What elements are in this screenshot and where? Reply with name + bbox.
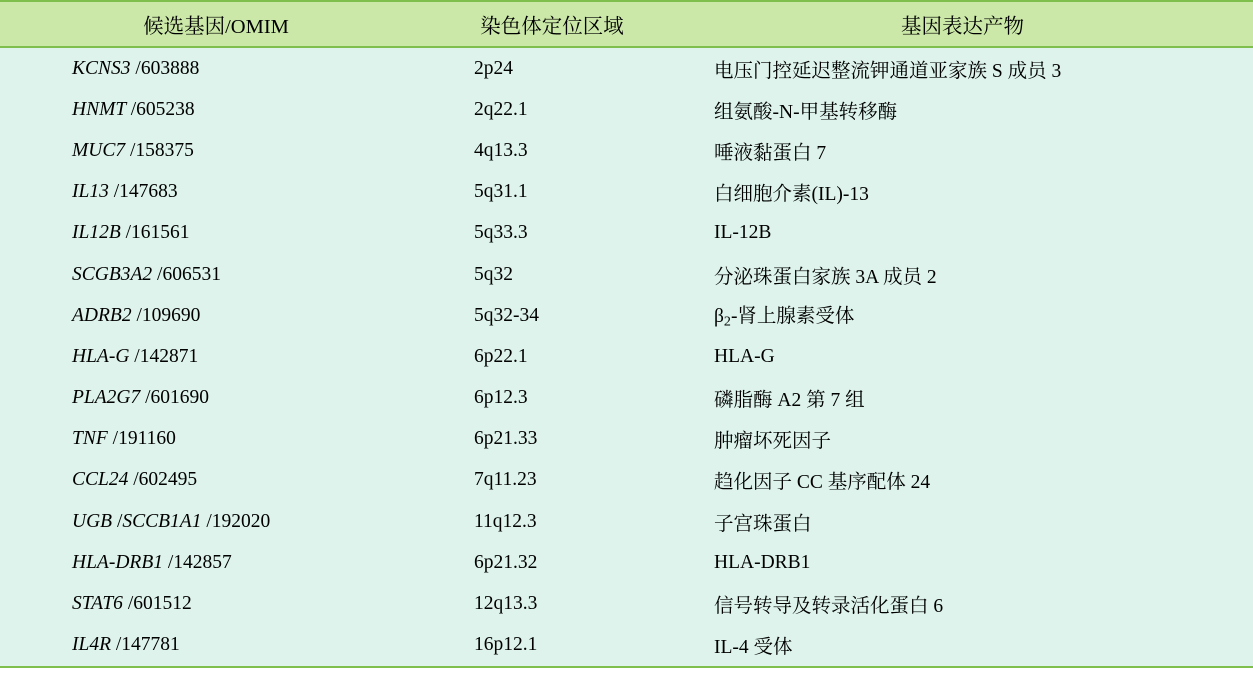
product-subscript: 2 <box>723 313 731 330</box>
gene-symbol: SCCB1A1 <box>122 510 207 532</box>
table-row <box>0 213 1253 254</box>
cell-chromosome-locus: 6p21.33 <box>474 428 538 450</box>
product-text: β <box>714 306 724 328</box>
cell-chromosome-locus: 11q12.3 <box>474 510 537 532</box>
table-row <box>0 89 1253 130</box>
cell-gene-omim <box>0 583 432 624</box>
gene-omim-separator: / <box>134 345 140 367</box>
omim-number: 147683 <box>119 181 178 203</box>
gene-symbol: TNF <box>72 428 113 450</box>
cell-gene-omim <box>0 378 432 419</box>
gene-omim-separator: / <box>113 181 120 203</box>
gene-omim-separator: / <box>115 634 122 656</box>
omim-number: 191160 <box>118 428 176 450</box>
gene-omim-separator: / <box>127 593 134 615</box>
cell-chromosome-locus: 5q32 <box>474 263 513 285</box>
table-row <box>0 172 1253 213</box>
omim-number: 147781 <box>121 634 180 656</box>
table-row <box>0 419 1253 460</box>
cell-gene-product: IL-12B <box>714 222 772 244</box>
table-row <box>0 625 1253 667</box>
gene-symbol: HLA-DRB1 <box>72 551 168 573</box>
cell-gene-omim <box>0 130 432 171</box>
cell-gene-product: HLA-DRB1 <box>714 551 811 573</box>
table-row <box>0 295 1253 336</box>
gene-omim-separator: / <box>145 387 151 409</box>
gene-omim-separator: / <box>157 263 163 285</box>
cell-gene-product: 白细胞介素(IL)-13 <box>714 184 869 206</box>
gene-omim-separator: / <box>125 222 132 244</box>
table-head <box>0 1 1253 47</box>
omim-number: 192020 <box>211 510 271 532</box>
cell-gene-product: HLA-G <box>714 345 775 367</box>
gene-omim-separator: / <box>112 428 119 450</box>
gene-omim-separator: / <box>135 57 141 79</box>
cell-chromosome-locus: 5q32-34 <box>474 304 539 326</box>
product-text: -肾上腺素受体 <box>730 306 855 328</box>
cell-chromosome-locus: 6p21.32 <box>474 551 538 573</box>
gene-symbol: SCGB3A2 <box>72 263 158 285</box>
cell-gene-omim <box>0 419 432 460</box>
cell-gene-product: 子宫珠蛋白 <box>714 513 812 535</box>
cell-chromosome-locus: 4q13.3 <box>474 139 528 161</box>
omim-number: 603888 <box>140 57 200 79</box>
omim-number: 161561 <box>131 222 190 244</box>
cell-gene-product <box>672 295 1253 336</box>
cell-chromosome-locus: 6p12.3 <box>474 387 528 409</box>
cell-gene-omim <box>0 213 432 254</box>
table-row <box>0 542 1253 583</box>
table-row <box>0 254 1253 295</box>
omim-number: 158375 <box>135 139 194 161</box>
gene-omim-separator: / <box>116 510 123 532</box>
cell-gene-product: 信号转导及转录活化蛋白 6 <box>714 596 944 618</box>
omim-number: 606531 <box>162 263 221 285</box>
omim-number: 601512 <box>133 593 192 615</box>
cell-gene-omim <box>0 625 432 667</box>
gene-omim-separator: / <box>136 304 142 326</box>
cell-gene-product: IL-4 受体 <box>672 625 1253 667</box>
gene-symbol: IL12B <box>72 222 126 244</box>
table-row <box>0 583 1253 624</box>
gene-symbol: ADRB2 <box>72 304 137 326</box>
gene-symbol: IL13 <box>72 181 114 203</box>
table-row <box>0 460 1253 501</box>
gene-symbol: STAT6 <box>72 593 128 615</box>
cell-gene-product: 趋化因子 CC 基序配体 24 <box>714 472 931 494</box>
table-row <box>0 378 1253 419</box>
omim-number: 142871 <box>139 345 199 367</box>
gene-omim-separator: / <box>130 98 137 120</box>
table-row <box>0 47 1253 89</box>
cell-gene-product: 组氨酸-N-甲基转移酶 <box>714 101 898 123</box>
cell-gene-omim <box>0 254 432 295</box>
cell-gene-omim <box>0 542 432 583</box>
gene-omim-separator: / <box>167 551 174 573</box>
gene-symbol: IL4R <box>72 634 116 656</box>
cell-gene-omim <box>0 89 432 130</box>
column-header-locus: 染色体定位区域 <box>432 1 672 47</box>
gene-omim-separator: / <box>133 469 139 491</box>
column-header-gene: 候选基因/OMIM <box>0 1 432 47</box>
cell-gene-product: 肿瘤坏死因子 <box>714 431 832 453</box>
cell-gene-omim <box>0 47 432 89</box>
gene-symbol: CCL24 <box>72 469 134 491</box>
table-row <box>0 501 1253 542</box>
gene-symbol: MUC7 <box>72 139 130 161</box>
cell-gene-product: 分泌珠蛋白家族 3A 成员 2 <box>714 266 937 288</box>
omim-number: 605238 <box>136 98 195 120</box>
cell-gene-product: 磷脂酶 A2 第 7 组 <box>714 390 865 412</box>
cell-gene-omim <box>0 295 432 336</box>
cell-chromosome-locus: 16p12.1 <box>432 625 672 667</box>
cell-gene-omim <box>0 501 432 542</box>
cell-gene-omim <box>0 172 432 213</box>
cell-gene-omim <box>0 336 432 377</box>
table-body <box>0 47 1253 667</box>
cell-chromosome-locus: 12q13.3 <box>474 593 538 615</box>
cell-chromosome-locus: 5q31.1 <box>474 181 528 203</box>
gene-omim-separator: / <box>206 510 212 532</box>
table-header-row <box>0 1 1253 47</box>
gene-symbol: PLA2G7 <box>72 387 146 409</box>
table-row <box>0 130 1253 171</box>
cell-chromosome-locus: 2q22.1 <box>474 98 528 120</box>
cell-gene-product: 唾液黏蛋白 7 <box>714 142 827 164</box>
gene-omim-separator: / <box>129 139 136 161</box>
cell-gene-product: 电压门控延迟整流钾通道亚家族 S 成员 3 <box>714 60 1062 82</box>
omim-number: 109690 <box>141 304 201 326</box>
omim-number: 602495 <box>138 469 198 491</box>
gene-symbol: HLA-G <box>72 345 135 367</box>
column-header-product: 基因表达产物 <box>672 1 1253 47</box>
omim-number: 142857 <box>173 551 232 573</box>
table-row <box>0 336 1253 377</box>
cell-chromosome-locus: 7q11.23 <box>474 469 537 491</box>
cell-chromosome-locus: 5q33.3 <box>474 222 528 244</box>
cell-gene-omim <box>0 460 432 501</box>
cell-chromosome-locus: 2p24 <box>474 57 513 79</box>
gene-symbol: KCNS3 <box>72 57 136 79</box>
gene-symbol: UGB <box>72 510 117 532</box>
gene-symbol: HNMT <box>72 98 131 120</box>
omim-number: 601690 <box>150 387 210 409</box>
cell-chromosome-locus: 6p22.1 <box>474 345 528 367</box>
